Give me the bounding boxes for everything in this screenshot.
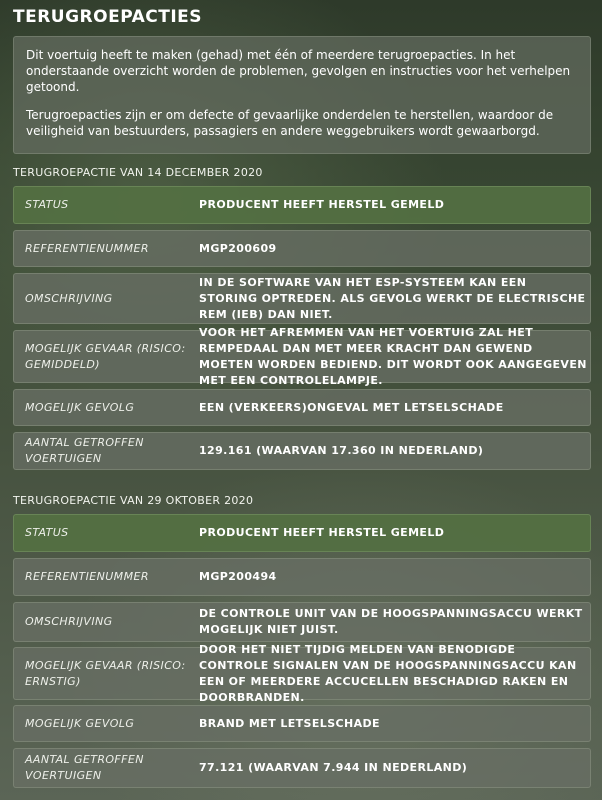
row-value: MGP200609: [199, 241, 277, 255]
row-label: AANTAL GETROFFEN VOERTUIGEN: [25, 436, 144, 465]
recall-row-description: [13, 273, 591, 324]
recall-row-consequence: [13, 705, 591, 742]
recall-heading: TERUGROEPACTIE VAN 14 DECEMBER 2020: [13, 166, 263, 179]
intro-paragraph: Dit voertuig heeft te maken (gehad) met één of meerdere terugroepacties. In het onderstaande overzicht worden de problemen, gevolgen en instructies voor het verhelpen getoond.: [26, 48, 571, 94]
recall-heading: TERUGROEPACTIE VAN 29 OKTOBER 2020: [13, 494, 254, 507]
recall-row-reference: [13, 558, 591, 596]
row-value: DOOR HET NIET TIJDIG MELDEN VAN BENODIGDE CONTROLE SIGNALEN VAN DE HOOGSPANNINGSACCU KAN EEN OF MEERDERE ACCUCELLEN BESCHADIGD RAKEN EN DOORBRANDEN.: [199, 642, 577, 704]
intro-box: [13, 36, 591, 154]
row-value: 77.121 (WAARVAN 7.944 IN NEDERLAND): [199, 761, 468, 774]
row-value: MGP200494: [199, 570, 277, 583]
intro-paragraph: Terugroepacties zijn er om defecte of gevaarlijke onderdelen te herstellen, waardoor de veiligheid van bestuurders, passagiers en andere weggebruikers wordt gewaarborgd.: [26, 108, 554, 138]
row-label: OMSCHRIJVING: [25, 291, 113, 305]
recall-row-status: [13, 514, 591, 552]
row-label: MOGELIJK GEVOLG: [25, 716, 135, 730]
recall-row-affected-vehicles: [13, 748, 591, 788]
recall-row-hazard: [13, 642, 591, 704]
row-label: STATUS: [25, 198, 69, 211]
row-value: PRODUCENT HEEFT HERSTEL GEMELD: [199, 198, 445, 211]
row-label: OMSCHRIJVING: [25, 615, 113, 628]
row-value: EEN (VERKEERS)ONGEVAL MET LETSELSCHADE: [199, 400, 504, 414]
row-label: REFERENTIENUMMER: [25, 241, 149, 255]
row-value: BRAND MET LETSELSCHADE: [199, 716, 380, 730]
row-label: AANTAL GETROFFEN VOERTUIGEN: [25, 753, 144, 782]
row-value: 129.161 (WAARVAN 17.360 IN NEDERLAND): [199, 444, 484, 457]
row-value: PRODUCENT HEEFT HERSTEL GEMELD: [199, 526, 445, 539]
row-label: MOGELIJK GEVAAR (RISICO: ERNSTIG): [25, 658, 186, 688]
recall-row-status: [13, 186, 591, 224]
row-value: DE CONTROLE UNIT VAN DE HOOGSPANNINGSACCU WERKT MOGELIJK NIET JUIST.: [199, 607, 583, 636]
row-value: VOOR HET AFREMMEN VAN HET VOERTUIG ZAL HET REMPEDAAL DAN MET MEER KRACHT DAN GEWEND MOETEN WORDEN BEDIEND. DIT WORDT OOK AANGEGEVEN MET EEN CONTROLELAMPJE.: [199, 325, 587, 387]
row-label: STATUS: [25, 526, 69, 539]
row-label: MOGELIJK GEVAAR (RISICO: GEMIDDELD): [25, 341, 186, 371]
recall-row-consequence: [13, 389, 591, 426]
page-title: TERUGROEPACTIES: [13, 7, 203, 27]
recall-row-reference: [13, 230, 591, 267]
recall-row-affected-vehicles: [13, 432, 591, 470]
row-value: IN DE SOFTWARE VAN HET ESP-SYSTEEM KAN EEN STORING OPTREDEN. ALS GEVOLG WERKT DE ELECTRISCHE REM (IEB) DAN NIET.: [199, 275, 586, 321]
recall-row-description: [13, 602, 591, 642]
row-label: MOGELIJK GEVOLG: [25, 400, 135, 414]
row-label: REFERENTIENUMMER: [25, 570, 149, 583]
recall-row-hazard: [13, 325, 591, 387]
